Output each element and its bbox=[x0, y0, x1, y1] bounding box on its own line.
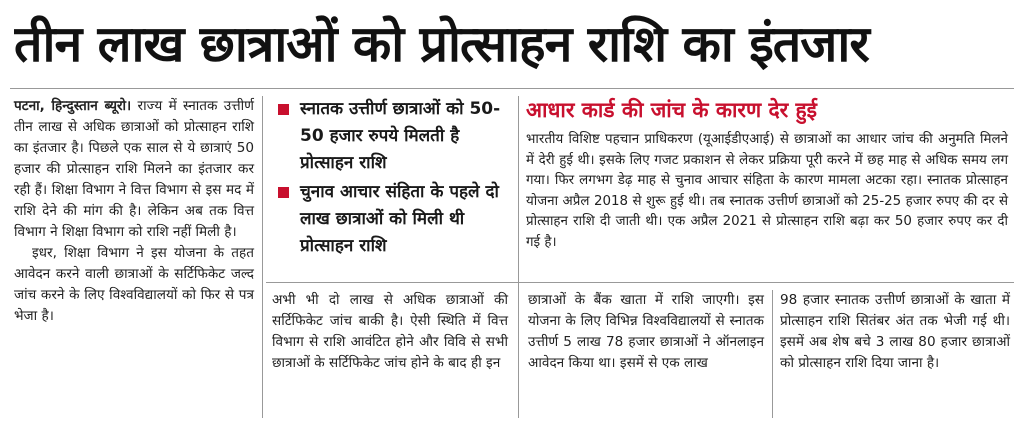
sidebar-heading: आधार कार्ड की जांच के कारण देर हुई bbox=[526, 98, 817, 122]
column-rule-1 bbox=[262, 96, 263, 418]
lead-text: राज्य में स्नातक उत्तीर्ण तीन लाख से अधिक छात्राओं को प्रोत्साहन राशि का इंतजार है। पिछले एक साल से ये छात्राएं 50 हजार की प्रोत्साहन राशि मिलने का इंतजार कर रही हैं। शिक्षा विभाग ने वित्त विभाग से इस मद में राशि देने की मांग की है। लेकिन अब तक वित्त विभाग ने शिक्षा विभाग को राशि नहीं मिली है। bbox=[14, 98, 254, 240]
sidebar-text: भारतीय विशिष्ट पहचान प्राधिकरण (यूआईडीएआई) से छात्राओं का आधार जांच की अनुमति मिलने में देरी हुई थी। इसके लिए गजट प्रकाशन से लेकर प्रक्रिया पूरी करने में छह माह से अधिक समय लग गया। फिर लगभग डेढ़ माह से चुनाव आचार संहिता के कारण मामला अटका रहा। स्नातक प्रोत्साहन योजना अप्रैल 2018 से शुरू हुई थी। तब स्नातक उत्तीर्ण छात्राओं को 25-25 हजार रुपए की दर से प्रोत्साहन राशि दी जाती थी। एक अप्रैल 2021 से प्रोत्साहन राशि बढ़ा कर 50 हजार रुपए कर दी गई है। bbox=[526, 132, 1008, 250]
column-rule-2 bbox=[518, 96, 519, 418]
section-rule bbox=[266, 282, 1014, 283]
bullet-square-icon bbox=[278, 104, 289, 115]
body-column-2: अभी भी दो लाख से अधिक छात्राओं की सर्टिफिकेट जांच बाकी है। ऐसी स्थिति में वित्त विभाग से राशि आवंटित होने और विवि से सभी छात्राओं के सर्टिफिकेट जांच होने के बाद ही इन bbox=[272, 292, 508, 371]
lead-column bbox=[14, 96, 254, 327]
highlight-text: स्नातक उत्तीर्ण छात्राओं को 50-50 हजार रुपये मिलती है प्रोत्साहन राशि bbox=[300, 99, 501, 173]
bullet-square-icon bbox=[278, 187, 289, 198]
lead-paragraph bbox=[14, 96, 254, 243]
headline: तीन लाख छात्राओं को प्रोत्साहन राशि का इंतजार bbox=[14, 15, 869, 73]
column-rule-3 bbox=[772, 290, 773, 418]
body-column-3: छात्राओं के बैंक खाता में राशि जाएगी। इस योजना के लिए विभिन्न विश्वविद्यालयों से स्नातक उत्तीर्ण 5 लाख 78 हजार छात्राओं ने ऑनलाइन आवेदन किया था। इसमें से एक लाख bbox=[528, 292, 764, 371]
highlight-item bbox=[274, 179, 514, 260]
highlight-item bbox=[274, 96, 514, 177]
dateline: पटना, हिन्दुस्तान ब्यूरो। bbox=[14, 98, 132, 114]
headline-rule bbox=[10, 88, 1014, 89]
body-column-4: 98 हजार स्नातक उत्तीर्ण छात्राओं के खाता में प्रोत्साहन राशि सितंबर अंत तक भेजी गई थी। इसमें अब शेष बचे 3 लाख 80 हजार छात्राओं को प्रोत्साहन राशि दिया जाना है। bbox=[780, 292, 1010, 371]
second-paragraph: इधर, शिक्षा विभाग ने इस योजना के तहत आवेदन करने वाली छात्राओं के सर्टिफिकेट जल्द जांच करने के लिए विश्वविद्यालयों को फिर से पत्र भेजा है। bbox=[14, 245, 254, 324]
highlight-text: चुनाव आचार संहिता के पहले दो लाख छात्राओं को मिली थी प्रोत्साहन राशि bbox=[300, 182, 499, 256]
highlight-box bbox=[274, 96, 514, 262]
